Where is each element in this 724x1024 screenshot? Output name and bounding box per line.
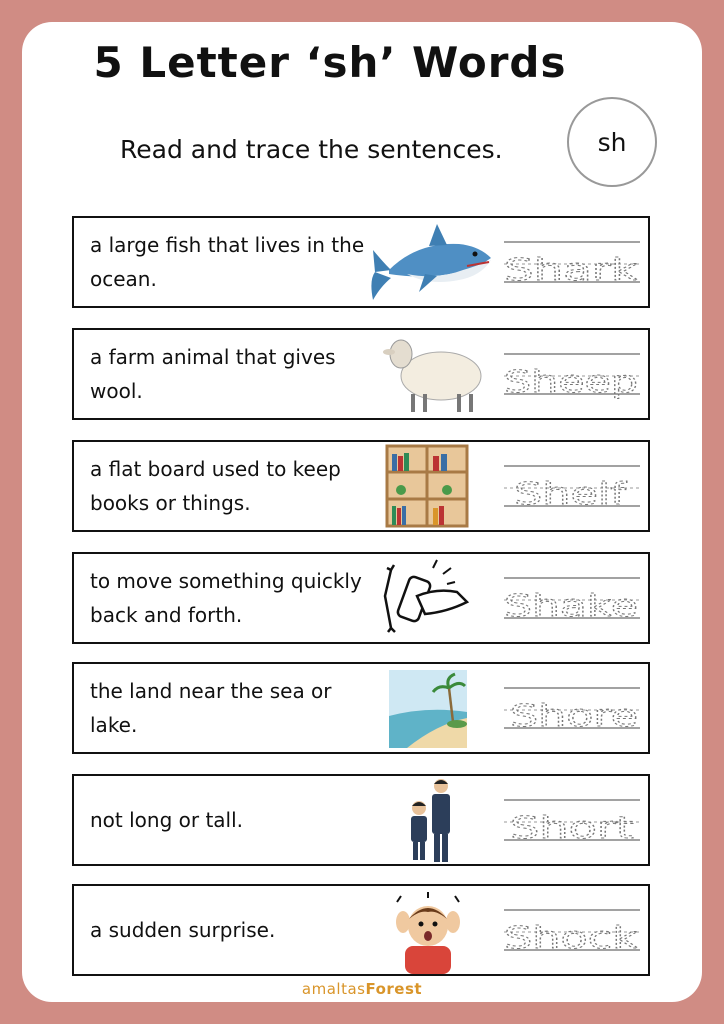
trace-word-text: Shelf	[514, 477, 629, 512]
trace-word-text: Short	[510, 811, 635, 846]
shelf-picture	[367, 444, 497, 530]
shore-picture	[367, 666, 497, 752]
clue-row	[72, 216, 650, 308]
clue-row	[72, 884, 650, 976]
clue-row	[72, 552, 650, 644]
brand-footer	[0, 980, 724, 998]
shake-picture	[367, 556, 497, 642]
clue-text: a sudden surprise.	[90, 918, 276, 942]
trace-word[interactable]	[504, 904, 640, 960]
clue-row	[72, 440, 650, 532]
sheep-picture	[367, 332, 497, 418]
trace-word-text: Shore	[510, 699, 638, 734]
instruction-text: Read and trace the sentences.	[120, 135, 503, 164]
clue-row	[72, 662, 650, 754]
clue-text: a flat board used to keep books or things.	[90, 457, 341, 515]
clue-text: the land near the sea or lake.	[90, 679, 332, 737]
trace-word[interactable]	[504, 236, 640, 292]
trace-word[interactable]	[504, 794, 640, 850]
trace-word-text: Shake	[504, 589, 638, 624]
trace-word[interactable]	[504, 572, 640, 628]
page-title: 5 Letter ‘sh’ Words	[93, 38, 567, 87]
clue-row	[72, 774, 650, 866]
trace-word-text: Sheep	[504, 365, 638, 400]
trace-word-text: Shock	[504, 921, 639, 956]
trace-word[interactable]	[504, 460, 640, 516]
short-picture	[367, 778, 497, 864]
brand-name-bold: Forest	[365, 980, 423, 998]
clue-row	[72, 328, 650, 420]
shark-picture	[367, 220, 497, 306]
trace-word[interactable]	[504, 348, 640, 404]
trace-word[interactable]	[504, 682, 640, 738]
clue-text: a large fish that lives in the ocean.	[90, 233, 365, 291]
trace-word-text: Shark	[504, 253, 639, 288]
clue-text: to move something quickly back and forth.	[90, 569, 362, 627]
shock-picture	[367, 888, 497, 974]
clue-text: not long or tall.	[90, 808, 244, 832]
brand-name-light: amaltas	[301, 980, 366, 998]
clue-text: a farm animal that gives wool.	[90, 345, 336, 403]
sh-badge: sh	[567, 97, 657, 187]
